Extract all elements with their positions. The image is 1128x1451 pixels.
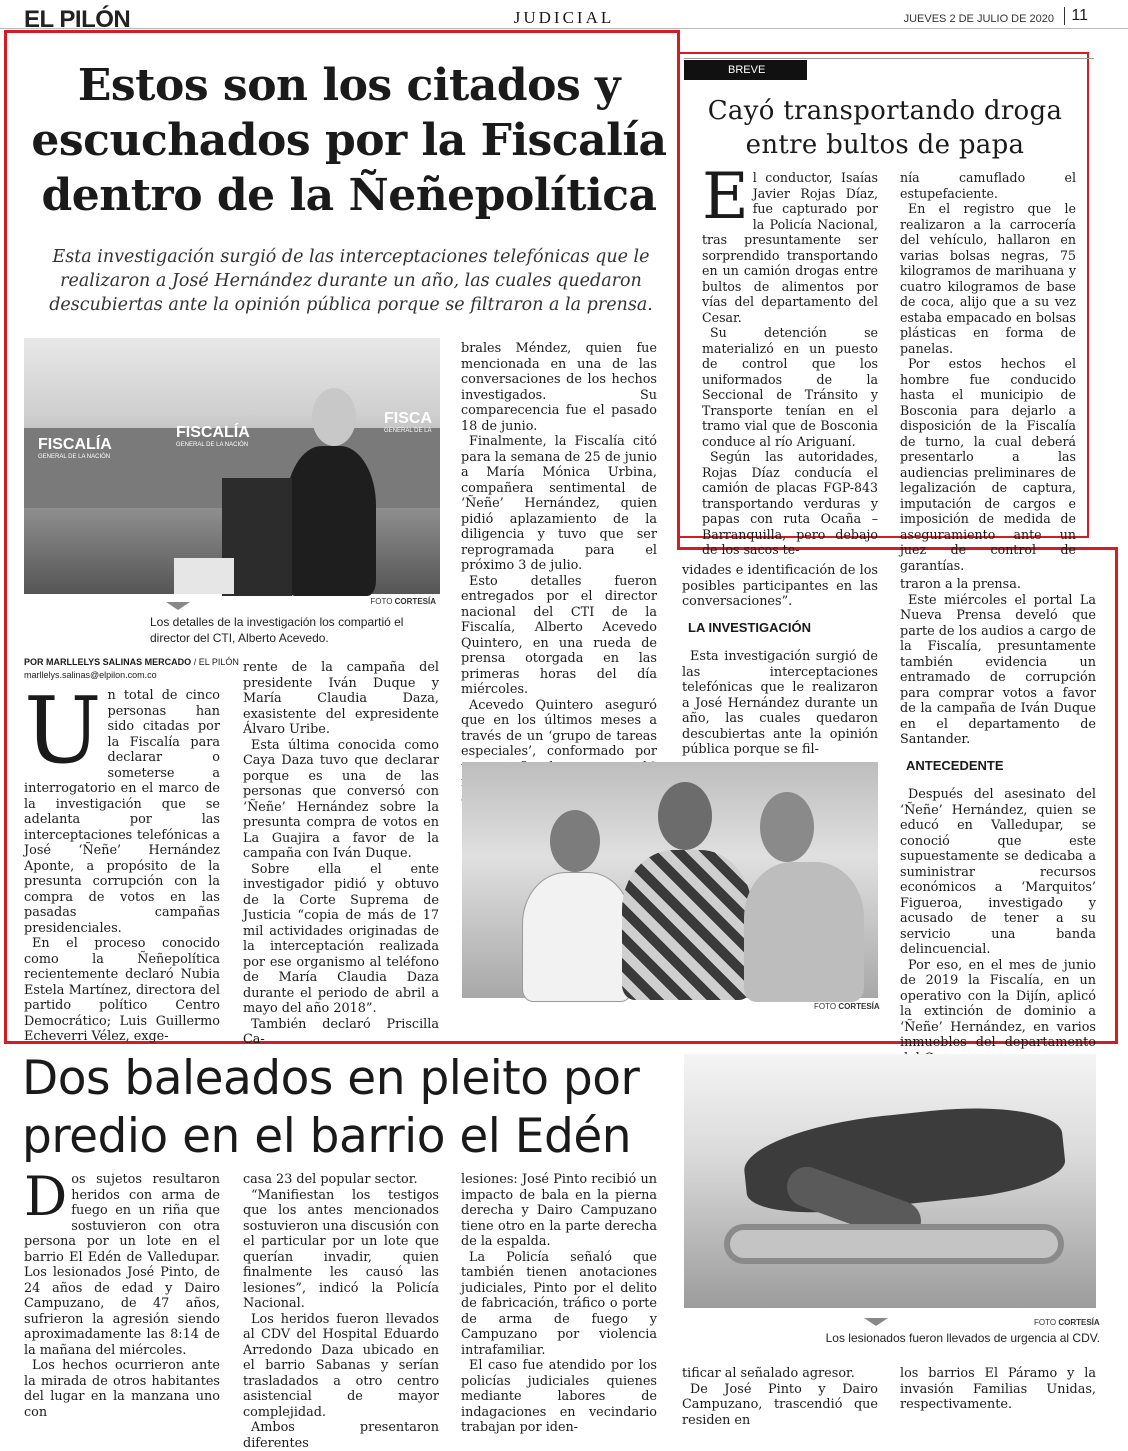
sign-2: FISCALÍA GENERAL DE LA NACIÓN [176,424,250,448]
speaker-body [286,446,376,596]
brief-col-2 [900,170,1076,573]
paragraph: Por eso, en el mes de junio de 2019 la Fiscalía, en un operativo con la Dijín, aplicó la extinción de dominio a ‘Ñeñe’ Hernández, en varios inmuebles del departamento [900,957,1096,1050]
main-col-5 [900,577,1096,1066]
group-photo [462,762,878,998]
paragraph: nía camuflado el estupefaciente. [900,170,1076,201]
subhead-investigacion: LA INVESTIGACIÓN [688,619,812,635]
photo1-caption: Los detalles de la investigación los compartió el director del CTI, Alberto Acevedo. [150,615,404,645]
paragraph: Sobre ella el ente investigador pidió y obtuvo de la Corte Suprema de Justicia “copia de más de 17 mil actividades originadas de la interceptación realizada por ese organismo al teléfono de María Claudia Daza durante el periodo de abril a mayo del año 2018”. [243,861,439,1016]
main-deck: Esta investigación surgió de las interceptaciones telefónicas que le realizaron a José Hernández durante un año, las cuales quedaron descubiertas ante la opinión pública porque se filtraron a la prensa. [49,247,653,315]
paragraph: casa 23 del popular sector. [243,1172,418,1187]
paragraph: De José Pinto y Dairo Campuzano, trascendió que residen en [682,1381,878,1428]
paragraph: lesiones: José Pinto recibió un impacto de bala en la pierna derecha y Dairo Campuzano tiene otro en la parte derecha de la espalda. [461,1172,657,1249]
paragraph: Según las autoridades, Rojas Díaz conducía el camión de placas FGP-843 transportando verduras y papas con ruta Ocaña – Barranquilla, pero debajo de los sacos te- [702,449,878,557]
paragraph: Después del asesinato del ‘Ñeñe’ Hernández, quien se educó en Valledupar, se conoció que este supuestamente se dedicaba a suministrar recursos económicos a ‘Marquitos’ Figueroa, investigado y acusado de tener a su servicio una banda delincuencial. [900,787,1096,957]
second-col-1 [24,1165,220,1420]
second-headline: Dos baleados en pleito por predio en el barrio el Edén [22,1051,640,1164]
masthead-rule [0,28,1128,29]
main-col-1 [24,677,220,1045]
sign-3: FISCA GENERAL DE LA [384,410,432,434]
main-story-frame-right [1115,547,1118,1044]
stretcher [724,1224,1064,1264]
paragraph: “Manifiestan los testigos que los antes mencionados sostuvieron una discusión con el particular por un lote que querían invadir, quien finalmente les causó las lesiones”, indicó la Policía Nacional. [243,1187,439,1311]
subhead-antecedente: ANTECEDENTE [906,757,1004,773]
byline-outlet: / EL PILÓN [193,657,239,667]
second-col-2 [243,1172,439,1451]
paragraph: vidades e identificación de los posibles participantes en las conversaciones”. [682,563,878,609]
hospital-photo [684,1054,1096,1308]
paragraph: También declaró Priscilla Ca- [243,1016,439,1047]
paragraph: Ambos presentaron diferentes [243,1420,439,1451]
byline-author: POR MARLLELYS SALINAS MERCADO [24,657,192,667]
paragraph: En el registro que le realizaron a la carrocería del vehículo, hallaron en varias bolsas negras, 75 kilogramos de marihuana y cuatro kilogramos de base de coca, alijo que a su vez estaba empacado en bolsas plásticas en forma de panelas. [900,201,1076,356]
main-col-4 [682,563,878,758]
speaker-head [312,388,356,446]
podium-logo [174,558,234,594]
paragraph: El caso fue atendido por los policías judiciales quienes mediante labores de indagaciones en vecindario trabajan por iden- [461,1358,657,1435]
paragraph: n total de cinco personas han sido citadas por la Fiscalía para declarar o someterse a interrogatorio en el marco de la investigación que se adelanta por las interceptaciones telefónicas a José ‘Ñeñe’ Hernández Aponte, a propósito de la presunta corrupción con la compra de votos en las pasadas campañas presidenciales. [24,688,220,936]
paragraph: brales Méndez, quien fue mencionada en una de las conversaciones de los hechos investigados. Su comparecencia fue el pasado 18 de junio. [461,341,657,434]
masthead-logo: EL PILÓN [24,6,131,33]
paragraph: os sujetos resultaron heridos con arma de fuego en un riña que sostuvieron con otra persona por un lote en el barrio El Edén de Valledupar. Los lesionados José Pinto, de 24 años de edad y Dairo Campuzano, de 47 años, sufrieron la agresión siendo aproximadamente las 8:14 de la mañana del miércoles. [24,1172,220,1358]
photo2-credit: FOTO CORTESÍA [814,1002,880,1011]
page-date: JUEVES 2 DE JULIO DE 2020 [903,13,1054,25]
person-center-head [658,782,712,850]
paragraph: Finalmente, la Fiscalía citó para la semana de 25 de junio a María Mónica Urbina, compañera sentimental de ‘Ñeñe’ Hernández, quien pidió aplazamiento de la diligencia y tuvo que ser reprogramada para el próximo 3 de julio. [461,434,657,573]
brief-drop-cap: E [702,160,749,234]
brief-col-1 [702,160,878,558]
paragraph: En el proceso conocido como la Ñeñepolítica recientemente declaró Nubia Estela Martínez, directora del partido político Centro Democrático; Luis Guillermo Echeverri Vélez, exge- [24,936,220,1044]
photo3-credit: FOTO CORTESÍA [1034,1318,1100,1327]
press-conference-photo [24,338,440,606]
paragraph: Esto detalles fueron entregados por el director nacional del CTI de la Fiscalía, Alberto Acevedo Quintero, en una rueda de prensa otorgada en las primeras horas del día miércoles. [461,573,657,697]
caption-pointer-icon [166,602,190,610]
paragraph: Esta investigación surgió de las interceptaciones telefónicas que le realizaron a José Hernández durante un año, las cuales quedaron descubiertas ante la opinión pública porque se fil- [682,649,878,757]
paragraph: los barrios El Páramo y la invasión Familias Unidas, respectivamente. [900,1366,1096,1412]
person-right-body [744,862,864,1002]
brief-headline: Cayó transportando droga entre bultos de papa [707,96,1063,160]
paragraph: tificar al señalado agresor. [682,1366,855,1381]
photo1-credit: FOTO CORTESÍA [370,597,436,606]
brief-top-rule [684,58,1094,59]
main-col-3 [461,341,657,806]
paragraph: Esta última conocida como Caya Daza tuvo que declarar porque es una de las personas que conversó con ‘Ñeñe’ Hernández sobre la presunta compra de votos en La Guajira a favor de la campaña con Iván Duque. [243,737,439,861]
paragraph: traron a la prensa. [900,577,1021,592]
paragraph: Acevedo Quintero aseguró que en los últimos meses a través de un ‘grupo de tareas especiales’, conformado por [461,697,657,759]
person-left-body [522,872,632,1002]
second-col-4 [682,1366,878,1428]
second-col-5 [900,1366,1096,1413]
section-name: JUDICIAL [513,8,615,27]
main-headline: Estos son los citados y escuchados por la Fiscalía dentro de la Ñeñepolítica [31,60,667,221]
photo3-caption: Los lesionados fueron llevados de urgencia al CDV. [825,1331,1100,1345]
second-col-3 [461,1172,657,1436]
brief-label: BREVE [684,60,807,80]
second-drop-cap: D [24,1165,68,1228]
main-col-2 [243,660,439,1048]
paragraph: rente de la campaña del presidente Iván Duque y María Claudia Daza, exasistente del expresidente Álvaro Uribe. [243,660,439,737]
person-left-head [550,810,600,872]
person-center-body [622,850,752,1000]
paragraph: Este miércoles el portal La Nueva Prensa develó que parte de los audios a cargo de la Fiscalía, presuntamente también evidencia un entramado de corrupción para comprar votos a favor de la campaña de Iván Duque en el departamento de Santander. [900,592,1096,747]
paragraph: Por estos hechos el hombre fue conducido hasta el municipio de Bosconia para dejarlo a disposición de la Fiscalía de turno, la cual deberá presentarlo a las audiencias preliminares de legalización de captura, imputación de cargos e imposición de medida de aseguramiento ante un juez de control de garantías. [900,356,1076,573]
person-right-head [760,792,814,862]
byline-email[interactable]: marllelys.salinas@elpilon.com.co [24,670,157,680]
paragraph: La Policía señaló que también tienen anotaciones judiciales, Pinto por el delito de fabricación, tráfico o porte de arma de fuego y Campuzano por violencia intrafamiliar. [461,1249,657,1358]
paragraph: Los heridos fueron llevados al CDV del Hospital Eduardo Arredondo Daza ubicado en el barrio Sabanas y serían trasladados a otro centro asistencial de mayor complejidad. [243,1311,439,1420]
drop-cap: U [24,677,102,784]
paragraph: l conductor, Isaías Javier Rojas Díaz, fue capturado por la Policía Nacional, tras presuntamente ser sorprendido transportando en un camión drogas entre bultos de alimentos por vías del departamento del Cesar. [702,170,878,325]
paragraph: Su detención se materializó en un puesto de control que los uniformados de la Seccional de Tránsito y Transporte tenían en el tramo vial que de Bosconia conduce al río Ariguaní. [702,325,878,449]
caption-pointer-icon [864,1318,888,1326]
main-story-frame-left [4,548,7,1044]
paragraph: Los hechos ocurrieron ante la mirada de otros habitantes del lugar en la manzana uno con [24,1358,220,1420]
page-number: 11 [1064,7,1088,25]
sign-1: FISCALÍA GENERAL DE LA NACIÓN [38,436,112,460]
